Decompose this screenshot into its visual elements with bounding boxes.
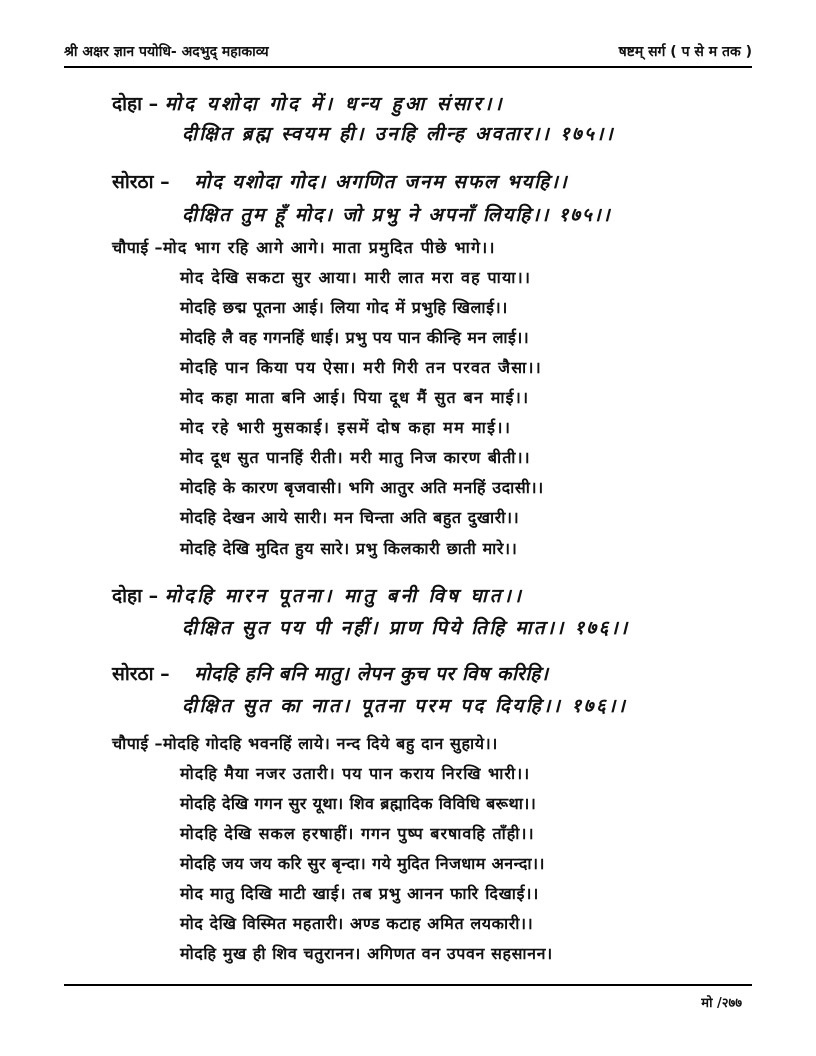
chaupai-line: मोदहि छद्म पूतना आई। लिया गोद में प्रभुहि खिलाई।।: [180, 298, 508, 317]
soratha-label: सोरठा –: [112, 171, 170, 193]
doha-label: दोहा –: [112, 585, 159, 607]
page-number: मो /२७७: [701, 996, 742, 1011]
chaupai-line: मोदहि के कारण बृजवासी। भगि आतुर अति मनहिं उदासी।।: [180, 478, 544, 497]
chaupai-line: मोद कहा माता बनि आई। पिया दूध मैं सुत बन माई।।: [180, 388, 530, 407]
chaupai-line: मोदहि देखि सकल हरषाहीं। गगन पुष्प बरषावहि ताँही।।: [180, 824, 535, 843]
chaupai-line: मोदहि देखन आये सारी। मन चिन्ता अति बहुत दुखारी।।: [180, 508, 520, 527]
chaupai-line: मोद रहे भारी मुसकाई। इसमें दोष कहा मम माई।।: [180, 418, 512, 437]
doha-line-2: दीक्षित सुत पय पी नहीं। प्राण पिये तिहि मात।। १७६।।: [182, 617, 630, 639]
chaupai-line: मोद दूध सुत पानहिं रीती। मरी मातु निज कारण बीती।।: [180, 448, 531, 467]
chaupai-line: मोदहि गोदहि भवनहिं लाये। नन्द दिये बहु दान सुहाये।।: [162, 734, 498, 753]
soratha-label: सोरठा –: [112, 663, 170, 685]
chaupai-line: मोद मातु दिखि माटी खाई। तब प्रभु आनन फारि दिखाई।।: [180, 884, 540, 903]
page-header-left: श्री अक्षर ज्ञान पयोधि- अदभुद् महाकाव्य: [64, 44, 269, 60]
soratha-line-1: मोदहि हनि बनि मातु। लेपन कुच पर विष करिहि।: [194, 663, 549, 685]
chaupai-line: मोदहि पान किया पय ऐसा। मरी गिरी तन परवत जैसा।।: [180, 358, 542, 377]
chaupai-label: चौपाई –: [112, 734, 163, 753]
chaupai-line: मोदहि देखि गगन सुर यूथा। शिव ब्रह्मादिक विविधि बरूथा।।: [180, 794, 537, 813]
doha-line-1: मोद यशोदा गोद में। धन्य हुआ संसार।।: [164, 93, 505, 115]
chaupai-line: मोदहि देखि मुदित हुय सारे। प्रभु किलकारी छाती मारे।।: [180, 539, 518, 558]
chaupai-label: चौपाई –: [112, 238, 163, 257]
chaupai-line: मोदहि लै वह गगनहिं धाई। प्रभु पय पान कीन्हि मन लाई।।: [180, 328, 530, 347]
chaupai-line: मोदहि जय जय करि सुर बृन्दा। गये मुदित निजधाम अनन्दा।।: [180, 854, 545, 873]
chaupai-line: मोदहि मैया नजर उतारी। पय पान कराय निरखि भारी।।: [180, 764, 531, 783]
page-header-right: षष्टम् सर्ग ( प से म तक ): [618, 44, 752, 60]
soratha-line-1: मोद यशोदा गोद। अगणित जनम सफल भयहि।।: [194, 171, 569, 193]
soratha-line-2: दीक्षित तुम हूँ मोद। जो प्रभु ने अपनाँ लियहि।। १७५।।: [182, 204, 612, 226]
footer-rule: [64, 984, 752, 986]
doha-line-2: दीक्षित ब्रह्म स्वयम ही। उनहि लीन्ह अवतार।। १७५।।: [182, 123, 615, 145]
header-rule: [64, 66, 752, 68]
chaupai-line: मोद देखि विस्मित महतारी। अण्ड कटाह अमित लयकारी।।: [180, 914, 534, 933]
chaupai-line: मोदहि मुख ही शिव चतुरानन। अगिणत वन उपवन सहसानन।: [180, 944, 553, 963]
chaupai-line: मोद भाग रहि आगे आगे। माता प्रमुदित पीछे भागे।।: [162, 238, 496, 257]
chaupai-line: मोद देखि सकटा सुर आया। मारी लात मरा वह पाया।।: [180, 268, 532, 287]
doha-line-1: मोदहि मारन पूतना। मातु बनी विष घात।।: [164, 585, 525, 607]
soratha-line-2: दीक्षित सुत का नात। पूतना परम पद दियहि।। १७६।।: [182, 695, 628, 717]
doha-label: दोहा –: [112, 93, 159, 115]
